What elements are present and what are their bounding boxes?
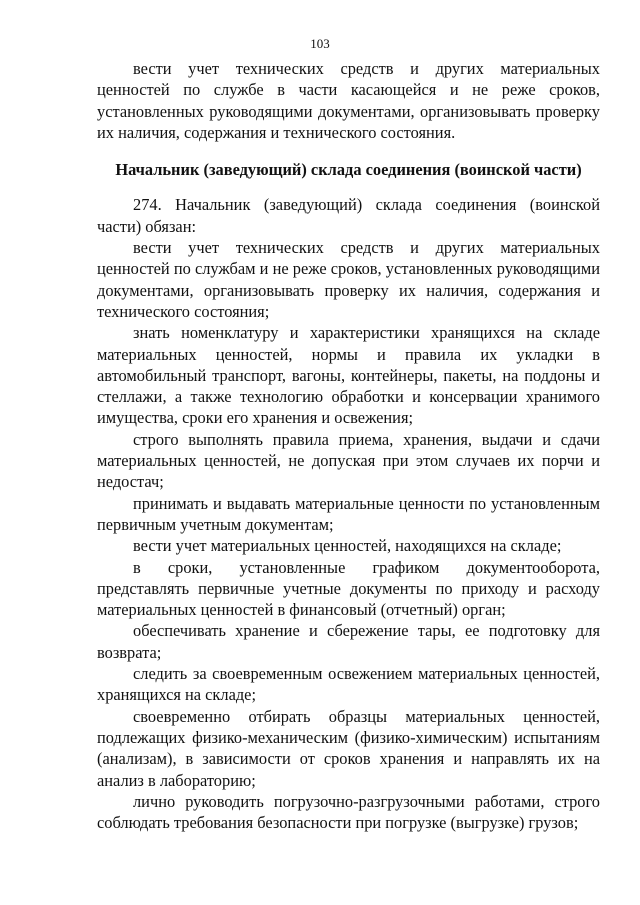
duty-item: принимать и выдавать материальные ценности по установленным первичным учетным документам; — [97, 493, 600, 534]
page-body — [97, 58, 600, 833]
duty-item: обеспечивать хранение и сбережение тары, ее подготовку для возврата; — [97, 621, 600, 662]
duty-item: вести учет технических средств и других материальных ценностей по службам и не реже сроков, установленных руководящими документами, организовывать проверку их наличия, содержания и технического состояния; — [97, 238, 600, 321]
section-heading: Начальник (заведующий) склада соединения (воинской части) — [115, 160, 582, 180]
duty-item: вести учет материальных ценностей, находящихся на складе; — [133, 536, 562, 556]
page-number: 103 — [310, 36, 330, 51]
duty-item: следить за своевременным освежением материальных ценностей, хранящихся на складе; — [97, 664, 600, 705]
duty-item: лично руководить погрузочно-разгрузочными работами, строго соблюдать требования безопасности при погрузке (выгрузке) грузов; — [97, 791, 600, 833]
clause-intro: 274. Начальник (заведующий) склада соединения (воинской части) обязан: — [97, 195, 600, 236]
duty-item: в сроки, установленные графиком документооборота, представлять первичные учетные документы по приходу и расходу материальных ценностей в финансовый (отчетный) орган; — [97, 557, 600, 620]
paragraph-top: вести учет технических средств и других материальных ценностей по службе в части касающейся и не реже сроков, установленных руководящими документами, организовывать проверку их наличия, содержания и технического состояния. — [97, 59, 600, 142]
duty-item: строго выполнять правила приема, хранения, выдачи и сдачи материальных ценностей, не допуская при этом случаев их порчи и недостач; — [97, 429, 600, 492]
duty-item: своевременно отбирать образцы материальных ценностей, подлежащих физико-механическим (физико-химическим) испытаниям (анализам), в зависимости от сроков хранения и направлять их на анализ в лабораторию; — [97, 706, 600, 790]
duty-item: знать номенклатуру и характеристики хранящихся на складе материальных ценностей, нормы и правила их укладки в автомобильный транспорт, вагоны, контейнеры, пакеты, на поддоны и стеллажи, а также технологию обработки и консервации хранимого имущества, сроки его хранения и освежения; — [97, 323, 600, 428]
